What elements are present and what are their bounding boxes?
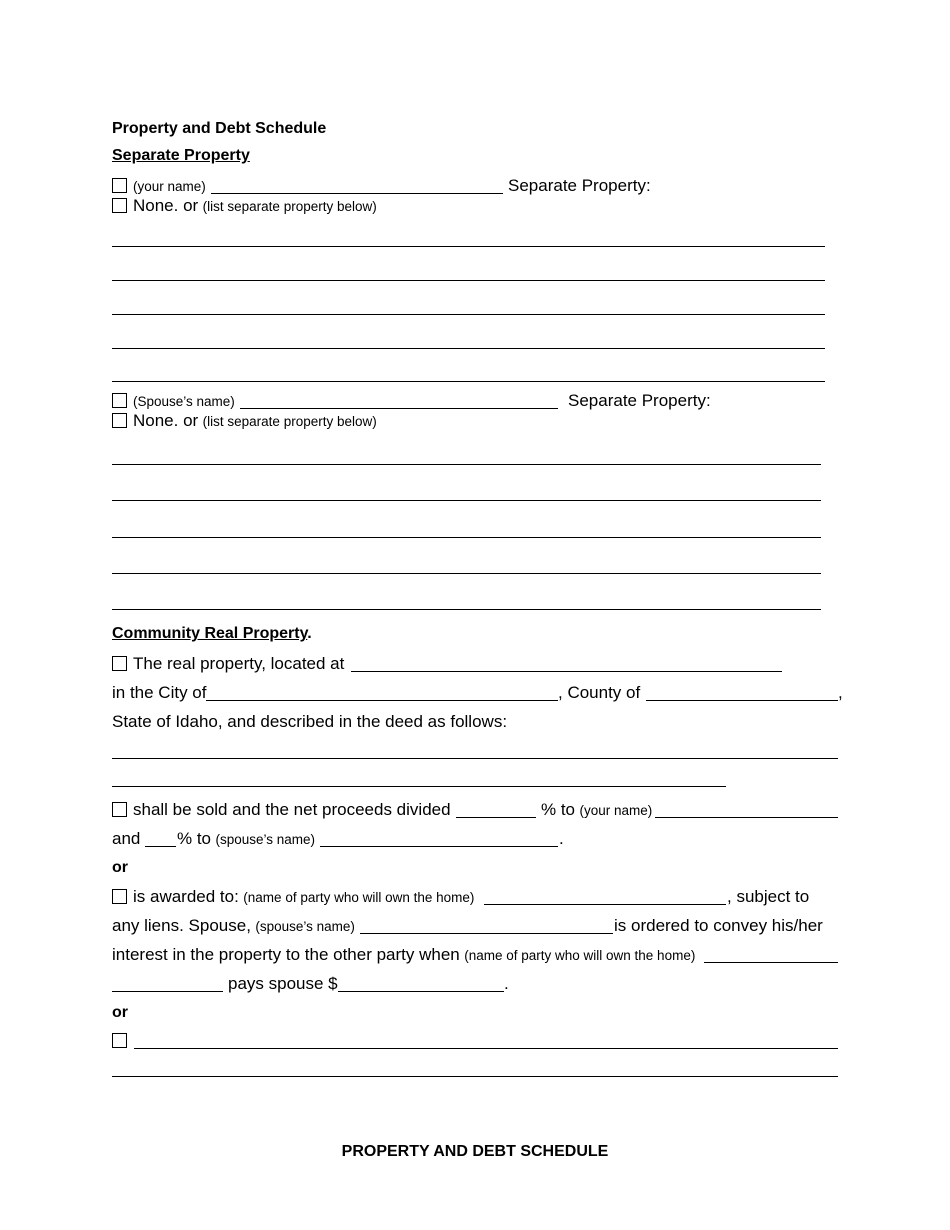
subject-text: , subject to	[727, 887, 810, 906]
spouse-property-line-2[interactable]	[112, 500, 821, 501]
interest-owner-field[interactable]	[704, 962, 838, 963]
spouse-list-hint: (list separate property below)	[202, 414, 377, 429]
interest-text: interest in the property to the other party when	[112, 945, 460, 964]
spouse-name-hint-3: (spouse’s name)	[255, 919, 355, 934]
sold-checkbox[interactable]	[112, 802, 127, 817]
your-property-line-3[interactable]	[112, 314, 825, 315]
payer-name-field[interactable]	[112, 991, 223, 992]
footer-title: PROPERTY AND DEBT SCHEDULE	[341, 1143, 609, 1160]
your-property-line-4[interactable]	[112, 348, 825, 349]
spouse-name-checkbox[interactable]	[112, 393, 127, 408]
pct-to-2-row	[177, 829, 315, 849]
your-name-checkbox[interactable]	[112, 178, 127, 193]
sold-your-name-field[interactable]	[655, 817, 838, 818]
your-separate-property-label: Separate Property:	[508, 176, 651, 195]
pays-text: pays spouse $	[228, 974, 338, 993]
your-none-text: None. or	[133, 196, 199, 215]
or-label-2: or	[112, 1004, 128, 1021]
your-name-hint: (your name)	[133, 179, 206, 194]
deed-description-line-1[interactable]	[112, 758, 838, 759]
spouse-none-checkbox[interactable]	[112, 413, 127, 428]
county-field[interactable]	[646, 700, 838, 701]
owner-name-field[interactable]	[484, 904, 726, 905]
owner-hint-2: (name of party who will own the home)	[464, 948, 696, 963]
spouse-name-field[interactable]	[240, 408, 558, 409]
spouse-property-line-4[interactable]	[112, 573, 821, 574]
spouse-percent-field[interactable]	[145, 846, 176, 847]
awarded-row	[133, 887, 474, 907]
sold-period: .	[559, 829, 564, 848]
spouse-separate-property-label: Separate Property:	[568, 391, 711, 410]
other-line-1[interactable]	[134, 1048, 838, 1049]
separate-property-heading: Separate Property	[112, 147, 250, 164]
other-line-2[interactable]	[112, 1076, 838, 1077]
spouse-name-hint: (Spouse’s name)	[133, 394, 235, 409]
county-text: , County of	[558, 683, 641, 702]
awarded-text: is awarded to:	[133, 887, 239, 906]
your-list-hint: (list separate property below)	[202, 199, 377, 214]
located-checkbox[interactable]	[112, 656, 127, 671]
your-property-line-1[interactable]	[112, 246, 825, 247]
spouse-none-line	[133, 411, 377, 431]
liens-row	[112, 916, 355, 936]
county-trailing-comma: ,	[838, 683, 843, 702]
property-address-field[interactable]	[351, 671, 782, 672]
pct-to-row	[541, 800, 652, 820]
spouse-name-hint-2: (spouse’s name)	[215, 832, 316, 847]
community-heading-period: .	[307, 625, 312, 642]
other-checkbox[interactable]	[112, 1033, 127, 1048]
payment-amount-field[interactable]	[338, 991, 504, 992]
interest-row	[112, 945, 695, 965]
pays-period: .	[504, 974, 509, 993]
city-field[interactable]	[206, 700, 558, 701]
located-text: The real property, located at	[133, 654, 345, 673]
your-name-field[interactable]	[211, 193, 503, 194]
your-property-line-2[interactable]	[112, 280, 825, 281]
convey-text: is ordered to convey his/her	[614, 916, 823, 935]
sold-text: shall be sold and the net proceeds divided	[133, 800, 451, 819]
your-name-hint-2: (your name)	[579, 803, 653, 818]
spouse-none-text: None. or	[133, 411, 199, 430]
awarded-checkbox[interactable]	[112, 889, 127, 904]
state-text: State of Idaho, and described in the deed as follows:	[112, 712, 508, 731]
spouse-property-line-3[interactable]	[112, 537, 821, 538]
pct-to-text: % to	[541, 800, 576, 819]
liens-text: any liens. Spouse,	[112, 916, 251, 935]
city-text: in the City of	[112, 683, 207, 702]
your-property-line-5[interactable]	[112, 381, 825, 382]
owner-hint: (name of party who will own the home)	[243, 890, 475, 905]
your-percent-field[interactable]	[456, 817, 536, 818]
your-none-line	[133, 196, 377, 216]
deed-description-line-2[interactable]	[112, 786, 726, 787]
or-label-1: or	[112, 859, 128, 876]
your-none-checkbox[interactable]	[112, 198, 127, 213]
pct-to-2-text: % to	[177, 829, 212, 848]
page-title: Property and Debt Schedule	[112, 120, 327, 137]
and-text: and	[112, 829, 141, 848]
sold-spouse-name-field[interactable]	[320, 846, 558, 847]
spouse-property-line-1[interactable]	[112, 464, 821, 465]
community-heading-row	[112, 625, 312, 643]
convey-spouse-name-field[interactable]	[360, 933, 613, 934]
spouse-property-line-5[interactable]	[112, 609, 821, 610]
community-heading: Community Real Property	[112, 625, 308, 642]
